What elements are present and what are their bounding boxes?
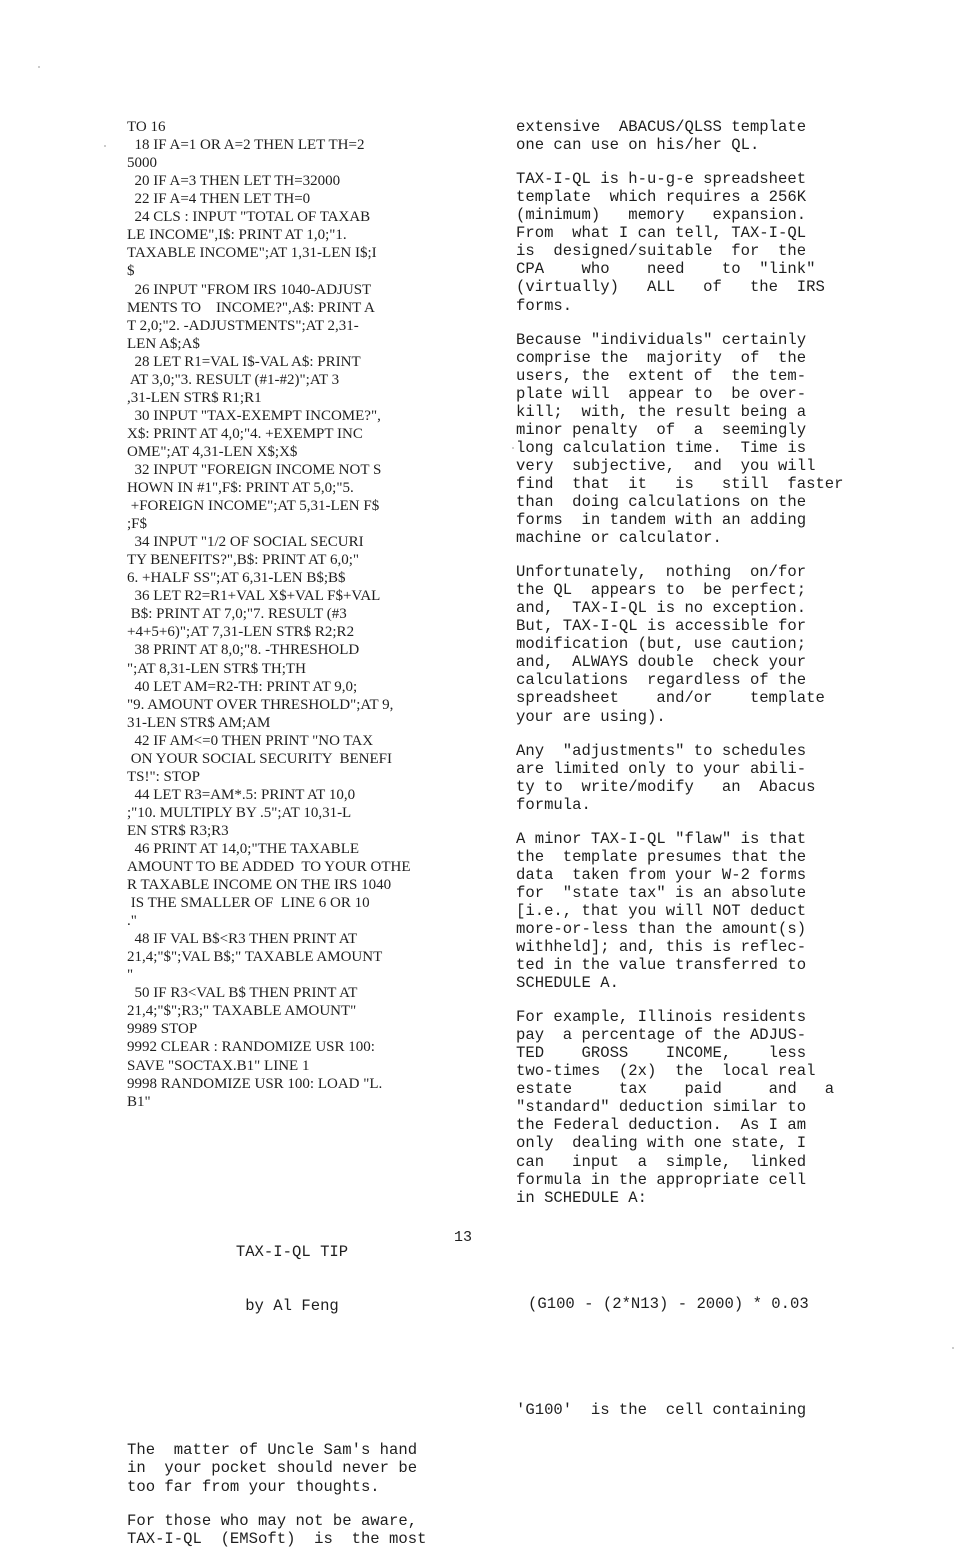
text-line: Any "adjustments" to schedules — [516, 741, 807, 760]
text-line: But, TAX-I-QL is accessible for — [516, 617, 807, 636]
text-line: users, the extent of the tem- — [516, 366, 807, 385]
paragraph — [516, 563, 826, 725]
text-line: Unfortunately, nothing on/for — [516, 563, 807, 582]
article-left-text — [127, 1441, 457, 1547]
code-line: 46 PRINT AT 14,0;"THE TAXABLE — [127, 840, 360, 857]
text-line: one can use on his/her QL. — [516, 136, 760, 155]
code-line: LE INCOME",I$: PRINT AT 1,0;"1. — [127, 227, 347, 244]
text-line: comprise the majority of the — [516, 348, 807, 367]
code-line: 9992 CLEAR : RANDOMIZE USR 100: — [127, 1039, 375, 1056]
scan-speck — [104, 145, 106, 147]
code-line: ";AT 8,31-LEN STR$ TH;TH — [127, 660, 306, 677]
paragraph — [516, 1008, 835, 1207]
code-line: 24 CLS : INPUT "TOTAL OF TAXAB — [127, 209, 371, 226]
text-line: in SCHEDULE A: — [516, 1188, 648, 1207]
code-line: 9998 RANDOMIZE USR 100: LOAD "L. — [127, 1075, 383, 1092]
text-line: the template presumes that the — [516, 847, 807, 866]
code-line: SAVE "SOCTAX.B1" LINE 1 — [127, 1057, 310, 1074]
code-line: 50 IF R3<VAL B$ THEN PRINT AT — [127, 985, 358, 1002]
right-column — [516, 82, 844, 1437]
text-line: two-times (2x) the local real — [516, 1062, 816, 1081]
code-line: 38 PRINT AT 8,0;"8. -THRESHOLD — [127, 642, 360, 659]
scan-speck — [512, 447, 514, 449]
paragraph — [127, 1441, 457, 1495]
code-line: +4+5+6)";AT 7,31-LEN STR$ R2;R2 — [127, 624, 355, 641]
code-line: HOWN IN #1",F$: PRINT AT 5,0;"5. — [127, 480, 354, 497]
paragraph-gap — [516, 814, 826, 830]
paragraph — [516, 170, 826, 314]
code-line: X$: PRINT AT 4,0;"4. +EXEMPT INC — [127, 425, 363, 442]
text-line: formula. — [516, 795, 591, 814]
code-line: "9. AMOUNT OVER THRESHOLD";AT 9, — [127, 696, 394, 713]
text-line: CPA who need to "link" — [516, 260, 816, 279]
text-line: pay a percentage of the ADJUS- — [516, 1026, 807, 1045]
text-line: Because "individuals" certainly — [516, 330, 807, 349]
text-line: modification (but, use caution; — [516, 635, 807, 654]
text-line: are limited only to your abili- — [516, 759, 807, 778]
text-line: TAX-I-QL is h-u-g-e spreadsheet — [516, 170, 807, 189]
code-line: LEN A$;A$ — [127, 335, 200, 352]
text-line: forms. — [516, 296, 573, 315]
text-line: can input a simple, linked — [516, 1152, 807, 1171]
code-line: " — [127, 967, 134, 984]
code-line: 34 INPUT "1/2 OF SOCIAL SECURI — [127, 534, 364, 551]
text-line: formula in the appropriate cell — [516, 1170, 807, 1189]
code-line: IS THE SMALLER OF LINE 6 OR 10 — [127, 895, 370, 912]
page-number: 13 — [454, 1229, 473, 1246]
code-line: 31-LEN STR$ AM;AM — [127, 714, 271, 731]
text-line: the QL appears to be perfect; — [516, 581, 807, 600]
code-line: 30 INPUT "TAX-EXEMPT INCOME?", — [127, 407, 381, 424]
code-line: TO 16 — [127, 119, 166, 136]
code-line: 36 LET R2=R1+VAL X$+VAL F$+VAL — [127, 588, 381, 605]
text-line: more-or-less than the amount(s) — [516, 919, 807, 938]
code-line: ON YOUR SOCIAL SECURITY BENEFI — [127, 750, 393, 767]
paragraph — [516, 742, 826, 814]
code-line: R TAXABLE INCOME ON THE IRS 1040 — [127, 877, 392, 894]
code-line: 22 IF A=4 THEN LET TH=0 — [127, 191, 311, 208]
code-line: ;"10. MULTIPLY BY .5";AT 10,31-L — [127, 804, 352, 821]
code-line: 40 LET AM=R2-TH: PRINT AT 9,0; — [127, 678, 358, 695]
paragraph-gap — [516, 726, 826, 742]
text-line: plate will appear to be over- — [516, 384, 807, 403]
text-line: A minor TAX-I-QL "flaw" is that — [516, 829, 807, 848]
text-line: data taken from your W-2 forms — [516, 865, 807, 884]
code-line: MENTS TO INCOME?",A$: PRINT A — [127, 299, 375, 316]
text-line: extensive ABACUS/QLSS template — [516, 118, 807, 137]
text-line: SCHEDULE A. — [516, 974, 619, 993]
code-line: 20 IF A=3 THEN LET TH=32000 — [127, 173, 341, 190]
paragraph-gap — [516, 547, 826, 563]
code-line: EN STR$ R3;R3 — [127, 822, 229, 839]
scan-speck — [38, 66, 40, 68]
article-right-text — [516, 118, 844, 1207]
article-last-line: 'G100' is the cell containing — [516, 1401, 807, 1420]
code-line: +FOREIGN INCOME";AT 5,31-LEN F$ — [127, 498, 380, 515]
text-line: kill; with, the result being a — [516, 402, 807, 421]
code-line: 26 INPUT "FROM IRS 1040-ADJUST — [127, 281, 372, 298]
text-line: your are using). — [516, 707, 666, 726]
code-line: TY BENEFITS?",B$: PRINT AT 6,0;" — [127, 552, 359, 569]
text-line: the Federal deduction. As I am — [516, 1116, 807, 1135]
code-line: 18 IF A=1 OR A=2 THEN LET TH=2 — [127, 137, 365, 154]
text-line: is designed/suitable for the — [516, 242, 807, 261]
text-line: and, TAX-I-QL is no exception. — [516, 599, 807, 618]
text-line: [i.e., that you will NOT deduct — [516, 901, 807, 920]
code-line: OME";AT 4,31-LEN X$;X$ — [127, 443, 298, 460]
code-line: 48 IF VAL B$<R3 THEN PRINT AT — [127, 931, 358, 948]
code-line: 6. +HALF SS";AT 6,31-LEN B$;B$ — [127, 570, 346, 587]
text-line: TAX-I-QL (EMSoft) is the most — [127, 1529, 427, 1548]
text-line: calculations regardless of the — [516, 671, 807, 690]
paragraph-gap — [516, 992, 826, 1008]
code-line: 21,4;"$";R3;" TAXABLE AMOUNT" — [127, 1003, 357, 1020]
code-line: TAXABLE INCOME";AT 1,31-LEN I$;I — [127, 245, 377, 262]
text-line: in your pocket should never be — [127, 1459, 418, 1478]
code-line: AT 3,0;"3. RESULT (#1-#2)";AT 3 — [127, 371, 340, 388]
formula-line: (G100 - (2*N13) - 2000) * 0.03 — [528, 1294, 809, 1313]
article-header — [127, 1207, 457, 1351]
code-line: 32 INPUT "FOREIGN INCOME NOT S — [127, 461, 382, 478]
paragraph — [516, 118, 826, 154]
code-line: $ — [127, 263, 135, 280]
text-line: "standard" deduction similar to — [516, 1098, 807, 1117]
code-line: B1" — [127, 1093, 151, 1110]
paragraph-gap — [516, 154, 826, 170]
paragraph — [516, 830, 826, 992]
text-line: ty to write/modify an Abacus — [516, 777, 816, 796]
text-line: find that it is still faster — [516, 474, 844, 493]
text-line: only dealing with one state, I — [516, 1134, 807, 1153]
code-line: TS!": STOP — [127, 768, 200, 785]
basic-code-listing — [127, 118, 457, 1111]
code-line: ." — [127, 913, 137, 930]
code-line: T 2,0;"2. -ADJUSTMENTS";AT 2,31- — [127, 317, 359, 334]
scan-speck — [952, 1347, 954, 1349]
text-line: machine or calculator. — [516, 529, 722, 548]
text-line: The matter of Uncle Sam's hand — [127, 1441, 418, 1460]
text-line: forms in tandem with an adding — [516, 511, 807, 530]
text-line: withheld]; and, this is reflec- — [516, 938, 807, 957]
code-line: 28 LET R1=VAL I$-VAL A$: PRINT — [127, 353, 361, 370]
code-line: ,31-LEN STR$ R1;R1 — [127, 389, 262, 406]
paragraph — [516, 330, 844, 548]
text-line: long calculation time. Time is — [516, 438, 807, 457]
code-line: B$: PRINT AT 7,0;"7. RESULT (#3 — [127, 606, 347, 623]
article-title: TAX-I-QL TIP — [235, 1242, 349, 1261]
code-line: ;F$ — [127, 516, 148, 533]
text-line: ted in the value transferred to — [516, 956, 807, 975]
left-column — [127, 82, 457, 1566]
text-line: too far from your thoughts. — [127, 1477, 380, 1496]
text-line: spreadsheet and/or template — [516, 689, 825, 708]
text-line: For example, Illinois residents — [516, 1008, 807, 1027]
text-line: for "state tax" is an absolute — [516, 883, 807, 902]
code-line: 9989 STOP — [127, 1021, 198, 1038]
paragraph-gap — [516, 315, 826, 331]
text-line: than doing calculations on the — [516, 492, 807, 511]
text-line: For those who may not be aware, — [127, 1511, 418, 1530]
text-line: (virtually) ALL of the IRS — [516, 278, 825, 297]
code-line: 21,4;"$";VAL B$;" TAXABLE AMOUNT — [127, 949, 383, 966]
article-byline: by Al Feng — [245, 1297, 339, 1316]
text-line: and, ALWAYS double check your — [516, 653, 807, 672]
text-line: very subjective, and you will — [516, 456, 816, 475]
text-line: (minimum) memory expansion. — [516, 206, 807, 225]
paragraph — [127, 1512, 457, 1548]
text-line: TED GROSS INCOME, less — [516, 1044, 807, 1063]
text-line: template which requires a 256K — [516, 188, 807, 207]
text-line: minor penalty of a seemingly — [516, 420, 807, 439]
text-line: estate tax paid and a — [516, 1080, 835, 1099]
text-line: From what I can tell, TAX-I-QL — [516, 224, 807, 243]
code-line: AMOUNT TO BE ADDED TO YOUR OTHE — [127, 859, 411, 876]
code-line: 42 IF AM<=0 THEN PRINT "NO TAX — [127, 732, 374, 749]
paragraph-gap — [127, 1496, 457, 1512]
code-line: 44 LET R3=AM*.5: PRINT AT 10,0 — [127, 786, 356, 803]
code-line: 5000 — [127, 155, 157, 172]
